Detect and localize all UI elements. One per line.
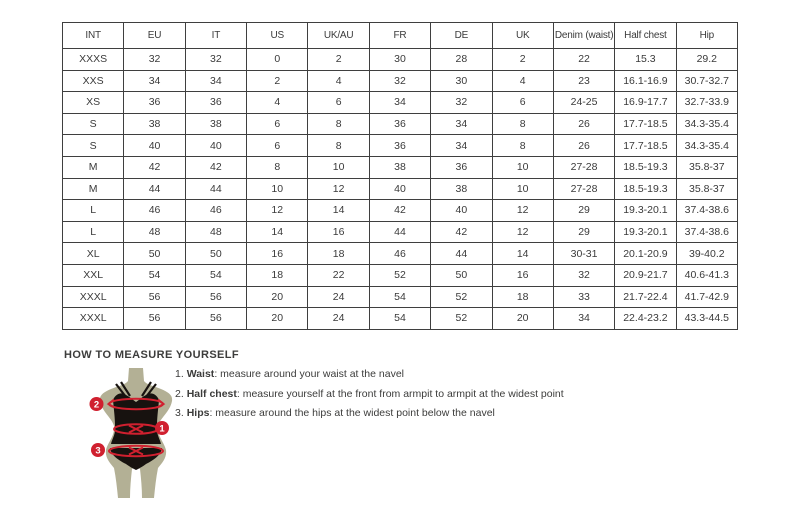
table-cell: 32 <box>431 92 492 114</box>
table-cell: 20.9-21.7 <box>615 264 676 286</box>
step-number: 2. <box>175 387 184 400</box>
table-row <box>63 156 738 178</box>
table-cell: 42 <box>185 156 246 178</box>
table-cell: 0 <box>247 49 308 71</box>
table-cell: 19.3-20.1 <box>615 221 676 243</box>
table-cell: 34 <box>431 135 492 157</box>
badge-half-chest: 2 <box>93 399 100 411</box>
size-chart-body <box>63 49 738 330</box>
table-cell: 18.5-19.3 <box>615 178 676 200</box>
table-cell: 2 <box>492 49 553 71</box>
table-cell: 56 <box>185 308 246 330</box>
table-cell: 2 <box>308 49 369 71</box>
table-cell: 20 <box>492 308 553 330</box>
table-cell: 42 <box>369 200 430 222</box>
table-cell: 18 <box>247 264 308 286</box>
table-cell: 8 <box>308 135 369 157</box>
measure-step-hips <box>175 408 564 420</box>
table-row <box>63 135 738 157</box>
table-cell: 12 <box>247 200 308 222</box>
table-cell: 24 <box>308 286 369 308</box>
table-cell: 30 <box>431 70 492 92</box>
column-header: EU <box>124 23 185 49</box>
table-cell: XXL <box>63 264 124 286</box>
column-header: UK <box>492 23 553 49</box>
table-cell: 19.3-20.1 <box>615 200 676 222</box>
table-cell: 29.2 <box>676 49 737 71</box>
table-cell: 36 <box>369 113 430 135</box>
table-cell: 50 <box>431 264 492 286</box>
measure-section-heading: HOW TO MEASURE YOURSELF <box>64 349 240 361</box>
table-cell: 40.6-41.3 <box>676 264 737 286</box>
table-cell: 10 <box>308 156 369 178</box>
table-cell: M <box>63 178 124 200</box>
table-cell: 8 <box>492 113 553 135</box>
table-cell: 6 <box>308 92 369 114</box>
table-cell: 26 <box>553 135 614 157</box>
table-cell: 22.4-23.2 <box>615 308 676 330</box>
table-cell: 16.9-17.7 <box>615 92 676 114</box>
table-cell: 4 <box>308 70 369 92</box>
table-cell: 10 <box>247 178 308 200</box>
table-cell: 27-28 <box>553 156 614 178</box>
table-cell: 4 <box>492 70 553 92</box>
table-cell: 34.3-35.4 <box>676 113 737 135</box>
table-cell: 34 <box>369 92 430 114</box>
table-cell: 44 <box>185 178 246 200</box>
table-cell: 40 <box>124 135 185 157</box>
table-cell: 32 <box>185 49 246 71</box>
table-cell: 54 <box>369 308 430 330</box>
table-cell: L <box>63 200 124 222</box>
table-cell: 14 <box>247 221 308 243</box>
table-cell: 48 <box>185 221 246 243</box>
step-term: Half chest <box>186 387 237 400</box>
table-row <box>63 264 738 286</box>
table-cell: 14 <box>492 243 553 265</box>
table-cell: 6 <box>247 135 308 157</box>
table-cell: XXXL <box>63 286 124 308</box>
table-cell: 43.3-44.5 <box>676 308 737 330</box>
table-cell: 32.7-33.9 <box>676 92 737 114</box>
table-cell: 16 <box>492 264 553 286</box>
table-cell: 16.1-16.9 <box>615 70 676 92</box>
table-cell: 34 <box>185 70 246 92</box>
table-cell: XS <box>63 92 124 114</box>
table-cell: 12 <box>308 178 369 200</box>
table-cell: 28 <box>431 49 492 71</box>
table-cell: 18 <box>308 243 369 265</box>
table-cell: 30 <box>369 49 430 71</box>
table-cell: 38 <box>124 113 185 135</box>
measure-steps-list <box>175 369 564 428</box>
table-row <box>63 113 738 135</box>
table-cell: 52 <box>369 264 430 286</box>
table-row <box>63 308 738 330</box>
column-header: UK/AU <box>308 23 369 49</box>
table-cell: 17.7-18.5 <box>615 113 676 135</box>
table-cell: 40 <box>369 178 430 200</box>
table-cell: 21.7-22.4 <box>615 286 676 308</box>
table-cell: 32 <box>124 49 185 71</box>
table-row <box>63 178 738 200</box>
table-cell: 29 <box>553 200 614 222</box>
table-cell: 22 <box>308 264 369 286</box>
table-cell: 36 <box>369 135 430 157</box>
table-cell: 40 <box>185 135 246 157</box>
table-cell: 52 <box>431 286 492 308</box>
table-cell: 56 <box>124 308 185 330</box>
table-cell: XL <box>63 243 124 265</box>
table-cell: 46 <box>185 200 246 222</box>
table-cell: 16 <box>308 221 369 243</box>
table-cell: 36 <box>124 92 185 114</box>
table-cell: 38 <box>185 113 246 135</box>
table-cell: 6 <box>492 92 553 114</box>
table-cell: 44 <box>431 243 492 265</box>
table-cell: 56 <box>124 286 185 308</box>
table-cell: 18 <box>492 286 553 308</box>
table-cell: 16 <box>247 243 308 265</box>
table-cell: XXXS <box>63 49 124 71</box>
table-cell: 48 <box>124 221 185 243</box>
table-cell: 2 <box>247 70 308 92</box>
table-cell: 29 <box>553 221 614 243</box>
table-cell: 37.4-38.6 <box>676 200 737 222</box>
table-cell: 20.1-20.9 <box>615 243 676 265</box>
table-row <box>63 221 738 243</box>
table-cell: 52 <box>431 308 492 330</box>
table-cell: 24 <box>308 308 369 330</box>
table-cell: 42 <box>124 156 185 178</box>
table-cell: 35.8-37 <box>676 156 737 178</box>
column-header: INT <box>63 23 124 49</box>
table-cell: 35.8-37 <box>676 178 737 200</box>
table-cell: 34 <box>431 113 492 135</box>
table-cell: 8 <box>247 156 308 178</box>
table-cell: 10 <box>492 178 553 200</box>
table-cell: 38 <box>369 156 430 178</box>
table-cell: 46 <box>124 200 185 222</box>
table-header-row <box>63 23 738 49</box>
column-header: Hip <box>676 23 737 49</box>
table-cell: 39-40.2 <box>676 243 737 265</box>
table-cell: 33 <box>553 286 614 308</box>
table-cell: 50 <box>124 243 185 265</box>
table-cell: S <box>63 113 124 135</box>
table-cell: 54 <box>369 286 430 308</box>
table-cell: 22 <box>553 49 614 71</box>
table-cell: 34 <box>553 308 614 330</box>
badge-hips: 3 <box>95 445 101 457</box>
table-row <box>63 243 738 265</box>
measure-step-half-chest <box>175 389 564 401</box>
step-number: 1. <box>175 368 184 380</box>
column-header: US <box>247 23 308 49</box>
table-cell: S <box>63 135 124 157</box>
table-cell: 12 <box>492 200 553 222</box>
step-text: : measure yourself at the front from armpit to armpit at the widest point <box>236 387 564 400</box>
table-cell: 30.7-32.7 <box>676 70 737 92</box>
table-cell: 44 <box>124 178 185 200</box>
table-cell: 54 <box>124 264 185 286</box>
table-cell: 14 <box>308 200 369 222</box>
column-header: IT <box>185 23 246 49</box>
table-cell: 6 <box>247 113 308 135</box>
step-text: : measure around your waist at the navel <box>214 368 404 380</box>
table-cell: 34 <box>124 70 185 92</box>
table-cell: 26 <box>553 113 614 135</box>
table-row <box>63 49 738 71</box>
table-cell: 4 <box>247 92 308 114</box>
table-cell: 18.5-19.3 <box>615 156 676 178</box>
table-cell: 32 <box>553 264 614 286</box>
table-cell: 12 <box>492 221 553 243</box>
table-cell: 20 <box>247 286 308 308</box>
table-cell: 37.4-38.6 <box>676 221 737 243</box>
column-header: DE <box>431 23 492 49</box>
table-row <box>63 200 738 222</box>
table-cell: 54 <box>185 264 246 286</box>
table-cell: 24-25 <box>553 92 614 114</box>
table-row <box>63 92 738 114</box>
table-cell: 50 <box>185 243 246 265</box>
table-cell: XXXL <box>63 308 124 330</box>
table-cell: 42 <box>431 221 492 243</box>
table-cell: 38 <box>431 178 492 200</box>
table-cell: 15.3 <box>615 49 676 71</box>
table-cell: 44 <box>369 221 430 243</box>
column-header: Denim (waist) <box>553 23 614 49</box>
table-row <box>63 70 738 92</box>
table-cell: 32 <box>369 70 430 92</box>
table-cell: 17.7-18.5 <box>615 135 676 157</box>
table-cell: 20 <box>247 308 308 330</box>
size-chart-table <box>62 22 738 330</box>
table-cell: 36 <box>185 92 246 114</box>
table-cell: 34.3-35.4 <box>676 135 737 157</box>
measure-step-waist <box>175 369 564 381</box>
table-cell: 56 <box>185 286 246 308</box>
table-row <box>63 286 738 308</box>
table-cell: 40 <box>431 200 492 222</box>
table-cell: 30-31 <box>553 243 614 265</box>
table-cell: 8 <box>492 135 553 157</box>
table-cell: 36 <box>431 156 492 178</box>
badge-waist: 1 <box>159 423 165 435</box>
table-cell: 41.7-42.9 <box>676 286 737 308</box>
step-term: Waist <box>186 368 215 380</box>
table-cell: XXS <box>63 70 124 92</box>
step-text: : measure around the hips at the widest point below the navel <box>209 407 495 419</box>
step-number: 3. <box>175 407 184 419</box>
column-header: FR <box>369 23 430 49</box>
column-header: Half chest <box>615 23 676 49</box>
table-cell: L <box>63 221 124 243</box>
table-cell: 46 <box>369 243 430 265</box>
table-cell: 8 <box>308 113 369 135</box>
table-cell: 10 <box>492 156 553 178</box>
table-cell: M <box>63 156 124 178</box>
table-cell: 23 <box>553 70 614 92</box>
table-cell: 27-28 <box>553 178 614 200</box>
step-term: Hips <box>186 407 210 419</box>
